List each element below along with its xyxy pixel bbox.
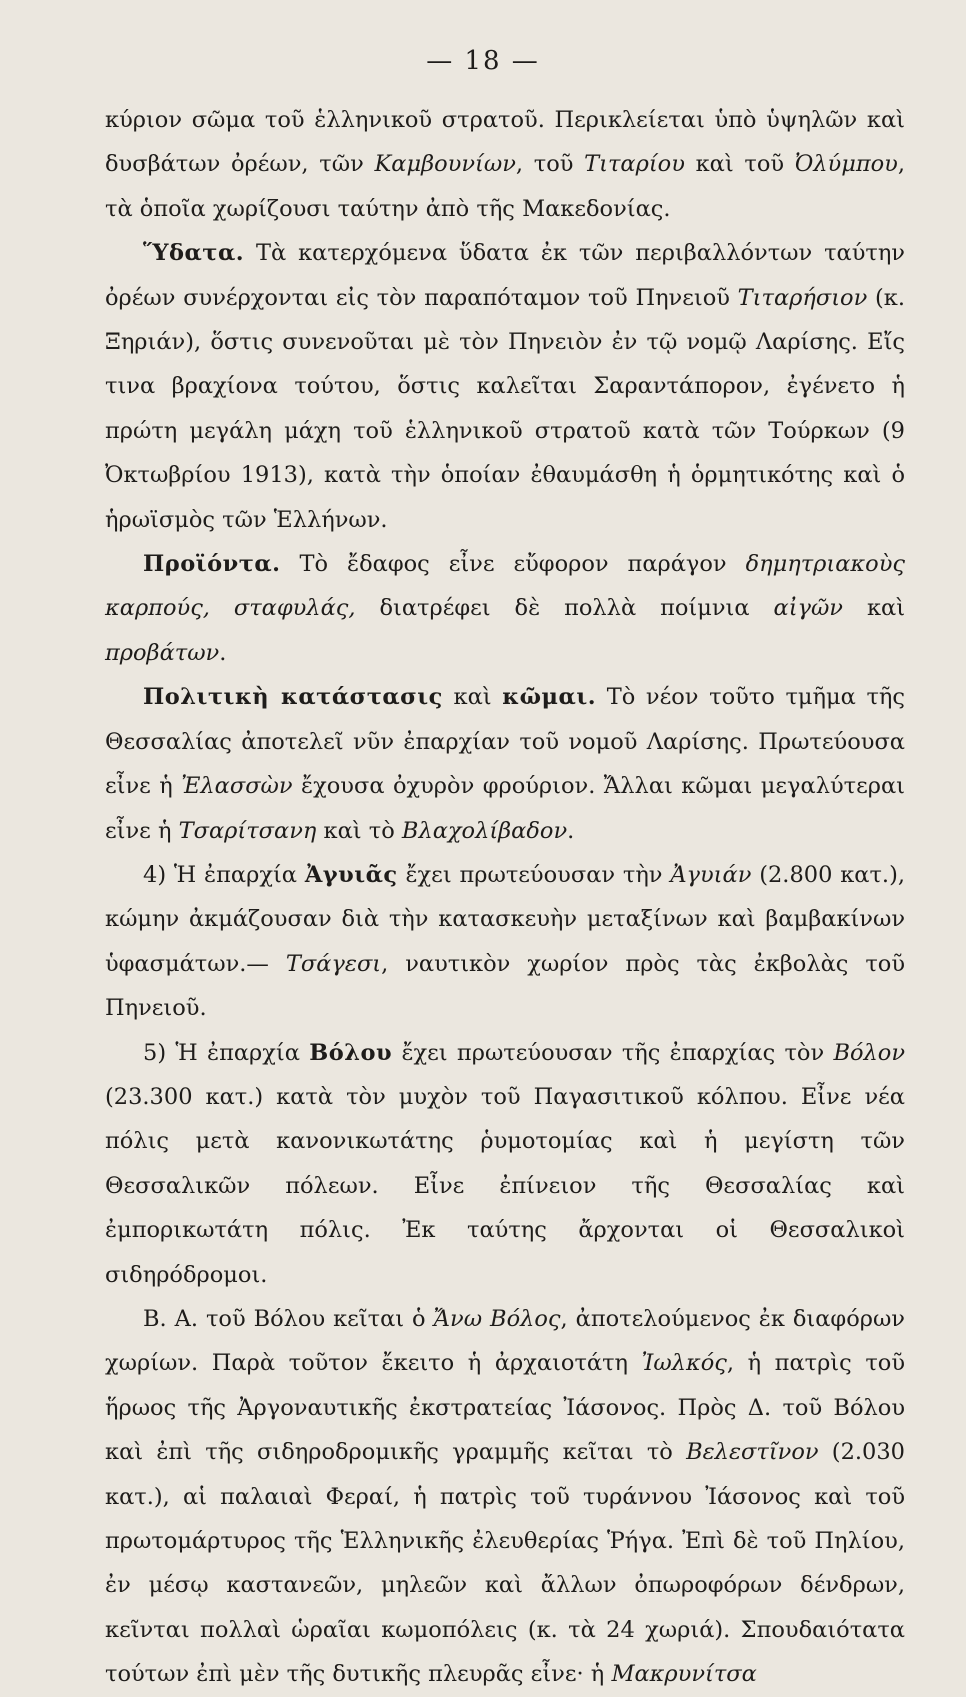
place-name: Τσάγεσι [285, 950, 382, 977]
text-run: καὶ τὸ [316, 817, 402, 844]
text-run: ἔχει πρωτεύουσαν τὴν [397, 861, 671, 888]
text-run: (2.030 κατ.), αἱ παλαιαὶ Φεραί, ἡ πατρὶς τοῦ τυράννου Ἰάσονος καὶ τοῦ πρωτομάρτυρος τῆς Ἑλληνικῆς ἐλευθερίας Ῥήγα. Ἐπὶ δὲ τοῦ Πηλίου, ἐν μέσῳ καστανεῶν, μηλεῶν καὶ ἄλλων ὀπωροφόρων δένδρων, κεῖνται πολλαὶ ὡραῖαι κωμοπόλεις (κ. τὰ 24 χωριά). Σπουδαιότατα τούτων ἐπὶ μὲν τῆς δυτικῆς πλευρᾶς εἶνε· ἡ [105, 1439, 905, 1688]
section-heading: Πολιτικὴ κατάστασις [143, 684, 443, 711]
emphasis: αἰγῶν [773, 595, 843, 622]
text-run: . [567, 817, 575, 844]
text-run: καὶ [442, 684, 503, 711]
text-run: , ναυτικὸν χωρίον πρὸς τὰς ἐκβολὰς τοῦ Πηνειοῦ. [105, 950, 905, 1022]
place-name: Μακρυνίτσα [611, 1661, 757, 1688]
paragraph-volos-surroundings [105, 1297, 905, 1697]
text-run: (23.300 κατ.) κατὰ τὸν μυχὸν τοῦ Παγασιτικοῦ κόλπου. Εἶνε νέα πόλις μετὰ κανονικωτάτης ῥυμοτομίας καὶ ἡ μεγίστη τῶν Θεσσαλικῶν πόλεων. Εἶνε ἐπίνειον τῆς Θεσσαλίας καὶ ἐμπορικωτάτη πόλις. Ἐκ ταύτης ἄρχονται οἱ Θεσσαλικοὶ σιδηρόδρομοι. [105, 1083, 905, 1288]
page-number: — 18 — [426, 46, 540, 76]
paragraph-products [105, 542, 905, 675]
place-name: Ἀγυιάν [670, 861, 752, 888]
text-run: , τὰ ὁποῖα χωρίζουσι ταύτην ἀπὸ τῆς Μακεδονίας. [105, 151, 905, 222]
place-name: Ἰωλκός [641, 1350, 727, 1377]
section-heading: Ὕδατα. [143, 240, 245, 267]
text-run: , ἡ πατρὶς τοῦ ἥρωος τῆς Ἀργοναυτικῆς ἐκστρατείας Ἰάσονος. Πρὸς Δ. τοῦ Βόλου καὶ ἐπὶ τῆς σιδηροδρομικῆς γραμμῆς κεῖται τὸ [105, 1350, 905, 1466]
text-run: , τοῦ [515, 151, 585, 178]
text-run: Τὰ κατερχόμενα ὕδατα ἐκ τῶν περιβαλλόντων ταύτην ὀρέων συνέρχονται εἰς τὸν παραπόταμον τοῦ Πηνειοῦ [105, 240, 905, 311]
text-run: 4) Ἡ ἐπαρχία [143, 861, 305, 888]
text-run: διατρέφει δὲ πολλὰ ποίμνια [355, 595, 774, 622]
text-run: (κ. Ξηριάν), ὅστις συνενοῦται μὲ τὸν Πηνειὸν ἐν τῷ νομῷ Λαρίσης. Εἴς τινα βραχίονα τούτου, ὅστις καλεῖται Σαραντάπορον, ἐγένετο ἡ πρώτη μεγάλη μάχη τοῦ ἑλληνικοῦ στρατοῦ κατὰ τῶν Τούρκων (9 Ὀκτωβρίου 1913), κατὰ τὴν ὁποίαν ἐθαυμάσθη ἡ ὁρμητικότης καὶ ὁ ἡρωϊσμὸς τῶν Ἑλλήνων. [105, 284, 905, 533]
text-run: ἔχει πρωτεύουσαν τῆς ἐπαρχίας τὸν [392, 1039, 834, 1066]
section-heading: Προϊόντα. [143, 551, 281, 578]
paragraph [105, 98, 905, 231]
text-run: καὶ [843, 595, 906, 622]
text-run: Τὸ νέον τοῦτο τμῆμα τῆς Θεσσαλίας ἀποτελεῖ νῦν ἐπαρχίαν τοῦ νομοῦ Λαρίσης. Πρωτεύουσα εἶνε ἡ [105, 684, 905, 800]
text-run: 5) Ἡ ἐπαρχία [143, 1039, 310, 1066]
text-run: . [219, 639, 227, 666]
emphasis: προβάτων [105, 639, 220, 666]
body-text [105, 98, 905, 1697]
place-name: Βόλον [833, 1039, 906, 1066]
text-run: (2.800 κατ.), κώμην ἀκμάζουσαν διὰ τὴν κατασκευὴν μεταξίνων καὶ βαμβακίνων ὑφασμάτων.— [105, 861, 906, 977]
place-name: Τιταρήσιον [737, 284, 868, 311]
text-run: ἔχουσα ὀχυρὸν φρούριον. Ἄλλαι κῶμαι μεγαλύτεραι εἶνε ἡ [105, 773, 905, 844]
place-name: Βελεστῖνον [686, 1439, 819, 1466]
place-name: Ἄνω Βόλος [433, 1305, 561, 1332]
paragraph-waters [105, 231, 905, 542]
paragraph-political [105, 675, 905, 853]
paragraph-volos [105, 1031, 905, 1297]
place-name: Βλαχολίβαδον [401, 817, 568, 844]
emphasis: δημητριακοὺς καρπούς, σταφυλάς, [105, 551, 905, 622]
section-heading: κῶμαι. [502, 684, 597, 711]
text-run: , ἀποτελούμενος ἐκ διαφόρων χωρίων. Παρὰ τοῦτον ἔκειτο ἡ ἀρχαιοτάτη [105, 1305, 905, 1377]
place-name: Καμβουνίων [374, 151, 516, 178]
place-name: Ἐλασσὼν [181, 773, 293, 800]
paragraph-agyia [105, 853, 905, 1031]
text-run: κύριον σῶμα τοῦ ἑλληνικοῦ στρατοῦ. Περικλείεται ὑπὸ ὑψηλῶν καὶ δυσβάτων ὀρέων, τῶν [105, 107, 905, 178]
section-heading: Βόλου [309, 1039, 393, 1066]
place-name: Ὀλύμπου [794, 151, 898, 178]
place-name: Τιταρίου [584, 151, 685, 178]
place-name: Τσαρίτσανη [178, 817, 317, 844]
text-run: καὶ τοῦ [684, 151, 795, 178]
text-run: Τὸ ἔδαφος εἶνε εὔφορον παράγον [280, 551, 746, 578]
text-run: Β. Α. τοῦ Βόλου κεῖται ὁ [143, 1305, 434, 1332]
section-heading: Ἀγυιᾶς [304, 861, 398, 888]
